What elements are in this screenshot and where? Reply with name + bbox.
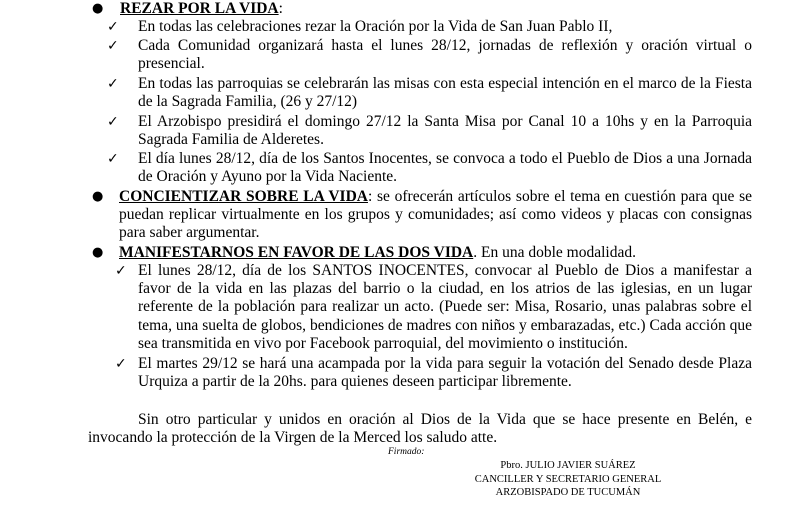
list-item: Cada Comunidad organizará hasta el lunes 28/12, jornadas de reflexión y oración virtual o presencial. bbox=[138, 37, 752, 73]
checkmark-icon: ✓ bbox=[115, 356, 127, 372]
section-manifestarnos: MANIFESTARNOS EN FAVOR DE LAS DOS VIDA. En una doble modalidad. bbox=[119, 244, 636, 261]
section-heading-rezar: REZAR POR LA VIDA: bbox=[120, 0, 283, 17]
bullet-icon: ● bbox=[92, 189, 104, 204]
list-item: En todas las celebraciones rezar la Oración por la Vida de San Juan Pablo II, bbox=[138, 18, 613, 35]
list-item: En todas las parroquias se celebrarán las misas con esta especial intención en el marco de la Fiesta de la Sagrada Familia, (26 y 27/12) bbox=[138, 75, 752, 111]
firmado-label: Firmado: bbox=[388, 447, 425, 457]
checkmark-icon: ✓ bbox=[107, 114, 119, 130]
checkmark-icon: ✓ bbox=[107, 151, 119, 167]
list-item: El Arzobispo presidirá el domingo 27/12 la Santa Misa por Canal 10 a 10hs y en la Parroquia Sagrada Familia de Alderetes. bbox=[138, 113, 752, 149]
signature-org: ARZOBISPADO DE TUCUMÁN bbox=[495, 487, 641, 498]
bullet-icon: ● bbox=[92, 1, 104, 16]
checkmark-icon: ✓ bbox=[115, 263, 127, 279]
section-concientizar: CONCIENTIZAR SOBRE LA VIDA: se ofrecerán artículos sobre el tema en cuestión para que se puedan replicar virtualmente en los grupos y comunidades; así como videos y placas con consignas para saber argumentar. bbox=[119, 188, 752, 242]
signature-block bbox=[468, 459, 668, 500]
checkmark-icon: ✓ bbox=[107, 38, 119, 54]
bullet-icon: ● bbox=[92, 245, 104, 260]
signature-title: CANCILLER Y SECRETARIO GENERAL bbox=[474, 473, 662, 485]
signature-name: Pbro. JULIO JAVIER SUÁREZ bbox=[500, 460, 636, 471]
list-item: El martes 29/12 se hará una acampada por la vida para seguir la votación del Senado desde Plaza Urquiza a partir de la 20hs. para quienes deseen participar libremente. bbox=[138, 355, 752, 391]
closing-paragraph: Sin otro particular y unidos en oración al Dios de la Vida que se hace presente en Belén, e invocando la protección de la Virgen de la Merced los saludo atte. bbox=[88, 411, 752, 447]
list-item: El día lunes 28/12, día de los Santos Inocentes, se convoca a todo el Pueblo de Dios a una Jornada de Oración y Ayuno por la Vida Naciente. bbox=[138, 150, 752, 186]
list-item: El lunes 28/12, día de los SANTOS INOCENTES, convocar al Pueblo de Dios a manifestar a favor de la vida en las plazas del barrio o la ciudad, en los atrios de las iglesias, en un lugar referente de la población para realizar un acto. (Puede ser: Misa, Rosario, unas palabras sobre el tema, una suelta de globos, bendiciones de madres con niños y embarazadas, etc.) Cada acción que sea transmitida en vivo por Facebook parroquial, del movimiento o institución. bbox=[138, 262, 752, 352]
checkmark-icon: ✓ bbox=[107, 76, 119, 92]
checkmark-icon: ✓ bbox=[107, 19, 119, 35]
